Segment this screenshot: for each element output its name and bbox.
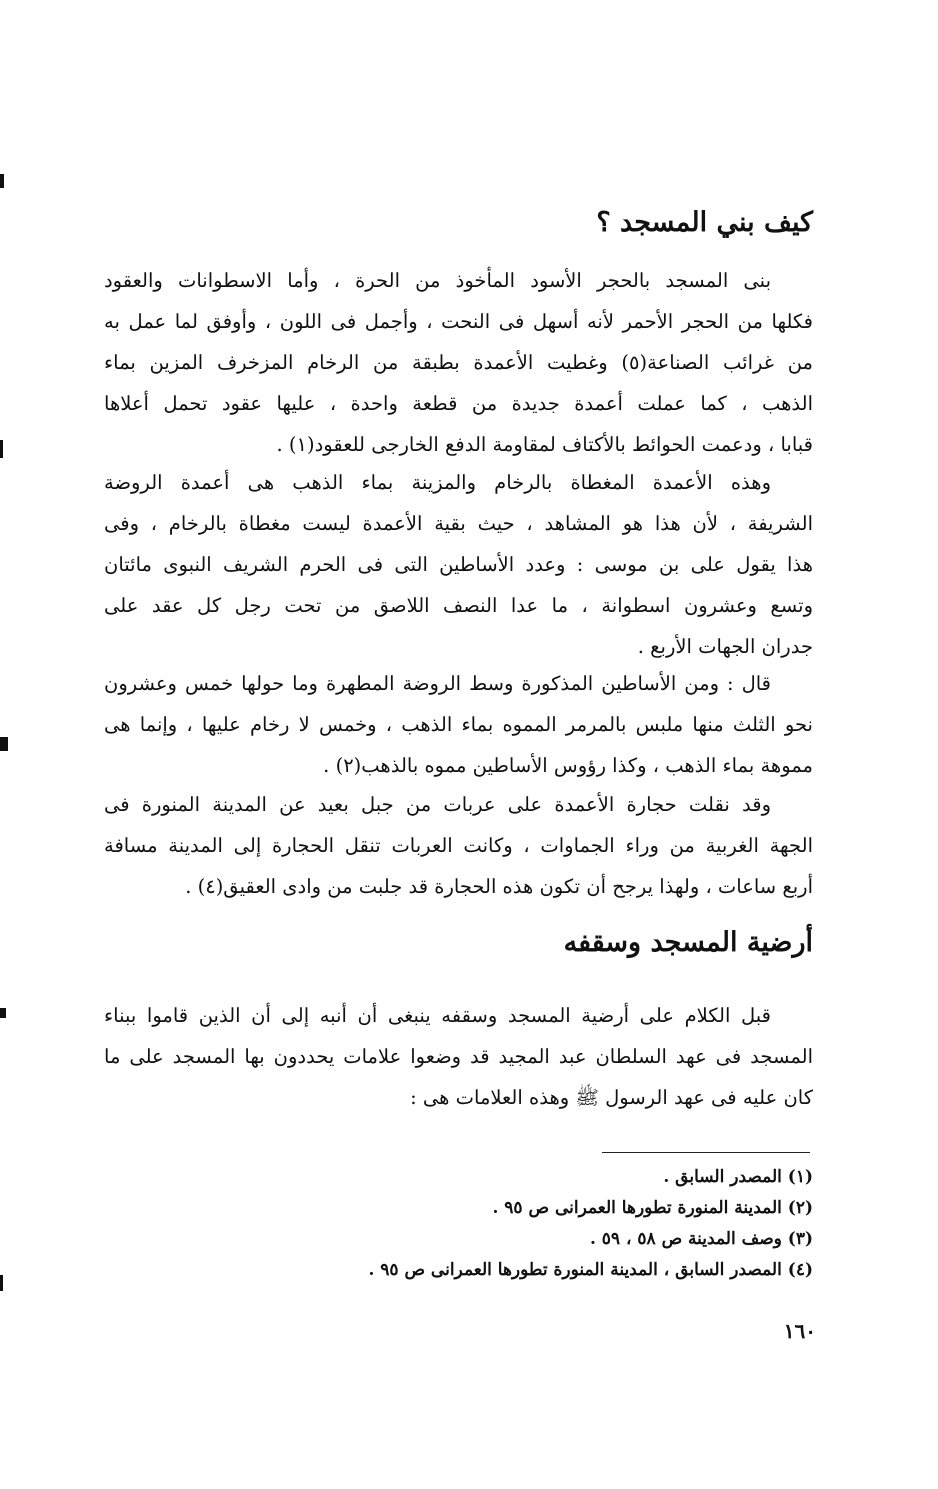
text-line: مموهة بماء الذهب ، وكذا رؤوس الأساطين مموه بالذهب(٢) . bbox=[323, 754, 813, 777]
text-line: فكلها من الحجر الأحمر لأنه أسهل فى النحت ، وأجمل فى اللون ، وأوفق لما عمل به bbox=[104, 310, 813, 333]
footnote-3: (٣) وصف المدينة ص ٥٨ ، ٥٩ . bbox=[589, 1229, 813, 1249]
scan-edge-mark bbox=[0, 737, 8, 751]
scan-edge-mark bbox=[0, 174, 4, 188]
text-line: بنى المسجد بالحجر الأسود المأخوذ من الحرة ، وأما الاسطوانات والعقود bbox=[104, 269, 771, 292]
paragraph-construction bbox=[104, 260, 813, 465]
footnote-1: (١) المصدر السابق . bbox=[663, 1167, 813, 1187]
text-line: قبابا ، ودعمت الحوائط بالأكتاف لمقاومة الدفع الخارجى للعقود(١) . bbox=[276, 433, 813, 456]
text-line: الذهب ، كما عملت أعمدة جديدة من قطعة واحدة ، عليها عقود تحمل أعلاها bbox=[104, 392, 813, 415]
section-heading-floor-and-roof: أرضية المسجد وسقفه bbox=[563, 927, 813, 958]
text-line: قال : ومن الأساطين المذكورة وسط الروضة المطهرة وما حولها خمس وعشرون bbox=[104, 672, 771, 695]
text-line: وقد نقلت حجارة الأعمدة على عربات من جبل بعيد عن المدينة المنورة فى bbox=[104, 793, 771, 816]
page-number: ١٦٠ bbox=[783, 1319, 816, 1343]
paragraph-rawda-columns bbox=[104, 663, 813, 786]
text-line: أربع ساعات ، ولهذا يرجح أن تكون هذه الحجارة قد جلبت من وادى العقيق(٤) . bbox=[185, 875, 813, 898]
footnote-4: (٤) المصدر السابق ، المدينة المنورة تطورها العمرانى ص ٩٥ . bbox=[368, 1260, 813, 1280]
footnote-2: (٢) المدينة المنورة تطورها العمرانى ص ٩٥ . bbox=[492, 1198, 813, 1218]
text-line: قبل الكلام على أرضية المسجد وسقفه ينبغى أن أنبه إلى أن الذين قاموا ببناء bbox=[104, 1004, 771, 1027]
paragraph-columns bbox=[104, 462, 813, 667]
text-line: من غرائب الصناعة(٥) وغطيت الأعمدة بطبقة من الرخام المزخرف المزين بماء bbox=[104, 351, 813, 374]
section-heading-how-mosque-built: كيف بني المسجد ؟ bbox=[596, 207, 813, 238]
text-line: نحو الثلث منها ملبس بالمرمر المموه بماء الذهب ، وخمس لا رخام عليها ، وإنما هى bbox=[104, 713, 813, 736]
text-line: الشريفة ، لأن هذا هو المشاهد ، حيث بقية الأعمدة ليست مغطاة بالرخام ، وفى bbox=[104, 512, 813, 535]
text-line: وتسع وعشرون اسطوانة ، ما عدا النصف اللاصق من تحت رجل كل عقد على bbox=[104, 594, 813, 617]
text-line: جدران الجهات الأربع . bbox=[637, 635, 813, 658]
scan-edge-mark bbox=[0, 1008, 6, 1018]
text-line: وهذه الأعمدة المغطاة بالرخام والمزينة بماء الذهب هى أعمدة الروضة bbox=[104, 471, 771, 494]
scan-edge-mark bbox=[0, 440, 3, 458]
footnotes bbox=[300, 1162, 813, 1286]
text-line: هذا يقول على بن موسى : وعدد الأساطين التى فى الحرم الشريف النبوى مائتان bbox=[104, 553, 813, 576]
footnote-divider bbox=[602, 1152, 810, 1153]
text-line: كان عليه فى عهد الرسول ﷺ وهذه العلامات هى : bbox=[410, 1086, 813, 1109]
text-line: المسجد فى عهد السلطان عبد المجيد قد وضعوا علامات يحددون بها المسجد على ما bbox=[104, 1045, 813, 1068]
paragraph-floor-intro bbox=[104, 995, 813, 1118]
paragraph-stone-transport bbox=[104, 784, 813, 907]
scan-edge-mark bbox=[0, 1275, 3, 1291]
text-line: الجهة الغربية من وراء الجماوات ، وكانت العربات تنقل الحجارة إلى المدينة مسافة bbox=[104, 834, 813, 857]
